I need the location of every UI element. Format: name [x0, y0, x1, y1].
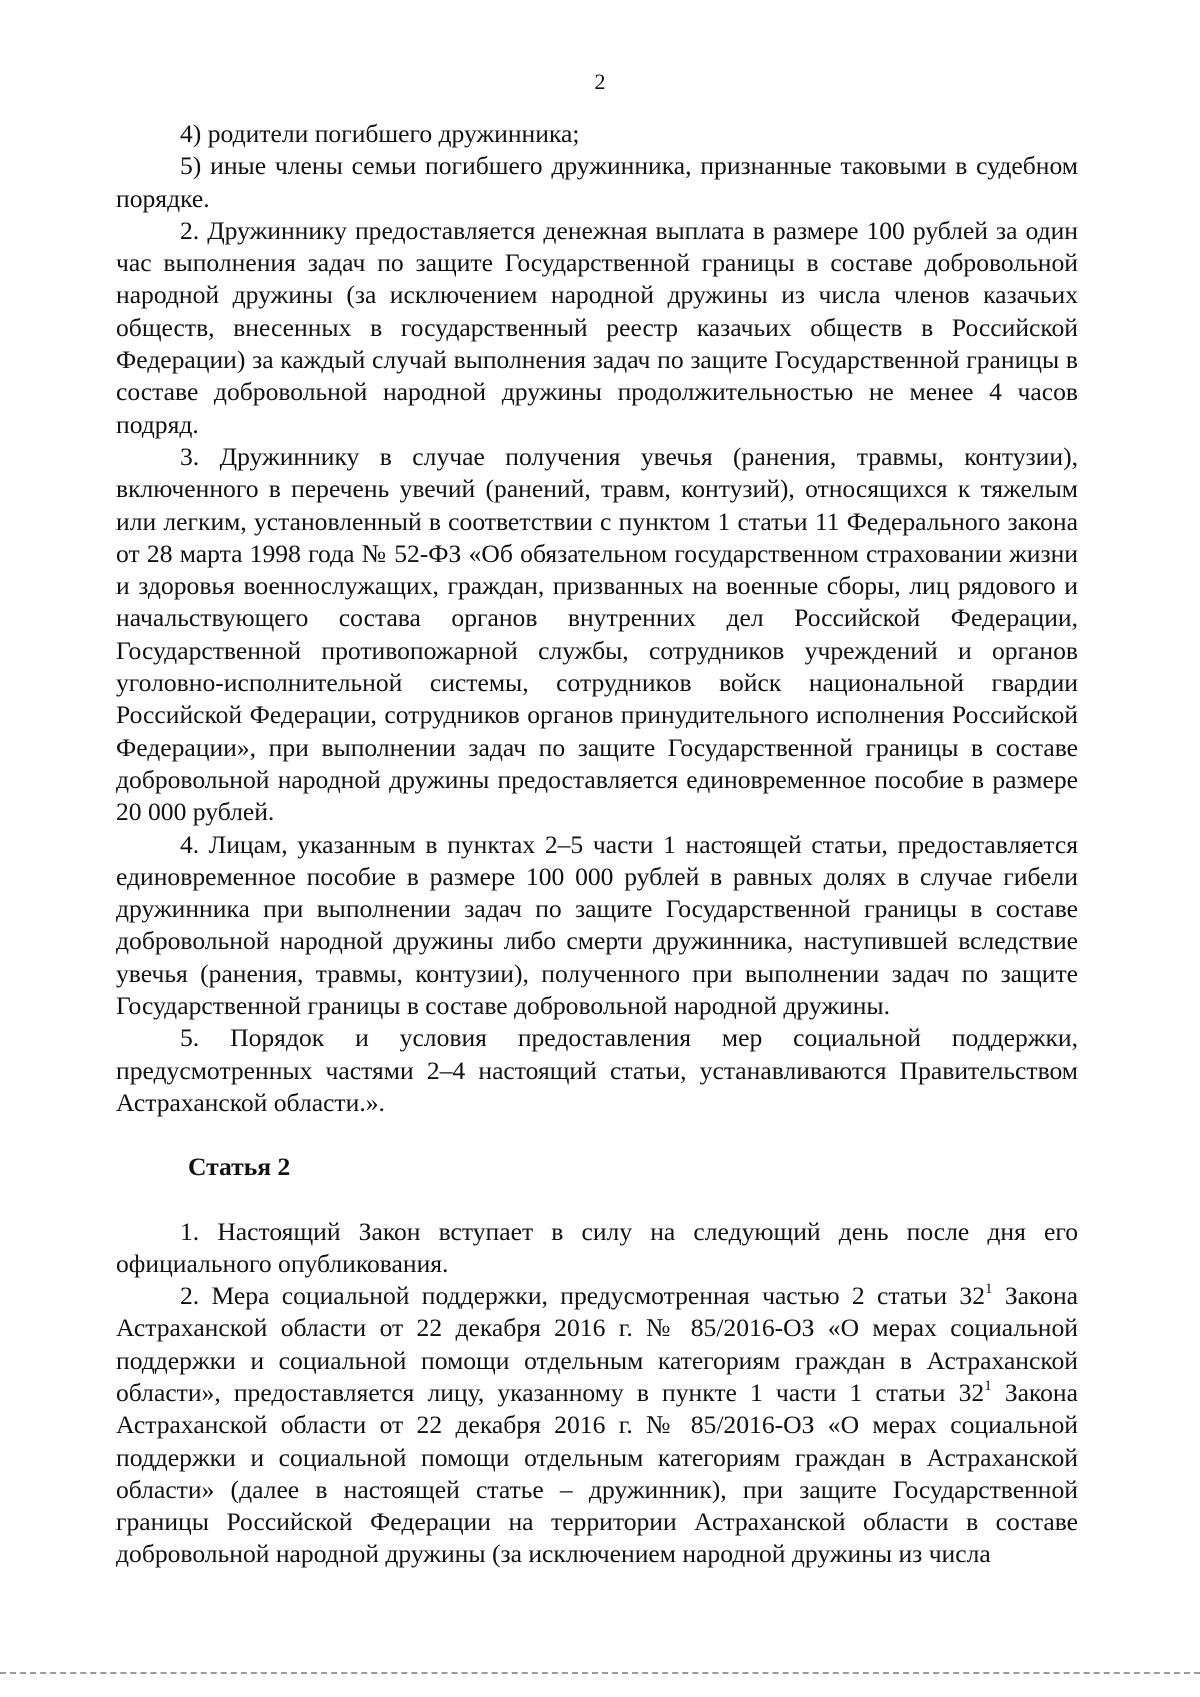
text-segment: Закона Астраханской области от 22 декабря 2016 г. № 85/2016-ОЗ «О мерах социальной поддержки и социальной помощи отдельным категориям граждан в Астраханской области», предоставляется лицу, указанному в пункте 1 части 1 статьи 32	[116, 1281, 1078, 1407]
paragraph-part-4: 4. Лицам, указанным в пунктах 2–5 части 1 настоящей статьи, предоставляется единовременное пособие в размере 100 000 рублей в равных долях в случае гибели дружинника при выполнении задач по защите Государственной границы в составе добровольной народной дружины либо смерти дружинника, наступившей вследствие увечья (ранения, травмы, контузии), полученного при выполнении задач по защите Государственной границы в составе добровольной народной дружины.	[116, 829, 1078, 1021]
paragraph-item-5: 5) иные члены семьи погибшего дружинника, признанные таковыми в судебном порядке.	[116, 151, 1078, 213]
paragraph-part-3: 3. Дружиннику в случае получения увечья (ранения, травмы, контузии), включенного в перечень увечий (ранений, травм, контузий), относящихся к тяжелым или легким, установленный в соответствии с пунктом 1 статьи 11 Федерального закона от 28 марта 1998 года № 52-ФЗ «Об обязательном государственном страховании жизни и здоровья военнослужащих, граждан, призванных на военные сборы, лиц рядового и начальствующего состава органов внутренних дел Российской Федерации, Государственной противопожарной службы, сотрудников учреждений и органов уголовно-исполнительной системы, сотрудников войск национальной гвардии Российской Федерации, сотрудников органов принудительного исполнения Российской Федерации», при выполнении задач по защите Государственной границы в составе добровольной народной дружины предоставляется единовременное пособие в размере 20 000 рублей.	[116, 441, 1078, 827]
superscript: 1	[984, 1377, 992, 1394]
page-number: 2	[594, 69, 606, 94]
text-segment: 2. Мера социальной поддержки, предусмотренная частью 2 статьи 32	[180, 1281, 986, 1311]
article-2-paragraph-2	[116, 1280, 1078, 1571]
scan-edge-line	[0, 1672, 1200, 1674]
document-body	[116, 118, 1078, 1571]
article-2-paragraph-1: 1. Настоящий Закон вступает в силу на следующий день после дня его официального опубликования.	[116, 1216, 1078, 1278]
text-segment: Закона Астраханской области от 22 декабря 2016 г. № 85/2016-ОЗ «О мерах социальной поддержки и социальной помощи отдельным категориям граждан в Астраханской области» (далее в настоящей статье – дружинник), при защите Государственной границы Российской Федерации на территории Астраханской области в составе добровольной народной дружины (за исключением народной дружины из числа	[116, 1377, 1078, 1569]
paragraph-part-2: 2. Дружиннику предоставляется денежная выплата в размере 100 рублей за один час выполнения задач по защите Государственной границы в составе добровольной народной дружины (за исключением народной дружины из числа членов казачьих обществ, внесенных в государственный реестр казачьих обществ в Российской Федерации) за каждый случай выполнения задач по защите Государственной границы в составе добровольной народной дружины продолжительностью не менее 4 часов подряд.	[116, 215, 1078, 439]
paragraph-item-4: 4) родители погибшего дружинника;	[180, 119, 580, 148]
superscript: 1	[985, 1281, 993, 1298]
paragraph-part-5: 5. Порядок и условия предоставления мер социальной поддержки, предусмотренных частями 2–4 настоящий статьи, устанавливаются Правительством Астраханской области.».	[116, 1023, 1078, 1117]
article-2-heading: Статья 2	[188, 1152, 291, 1182]
